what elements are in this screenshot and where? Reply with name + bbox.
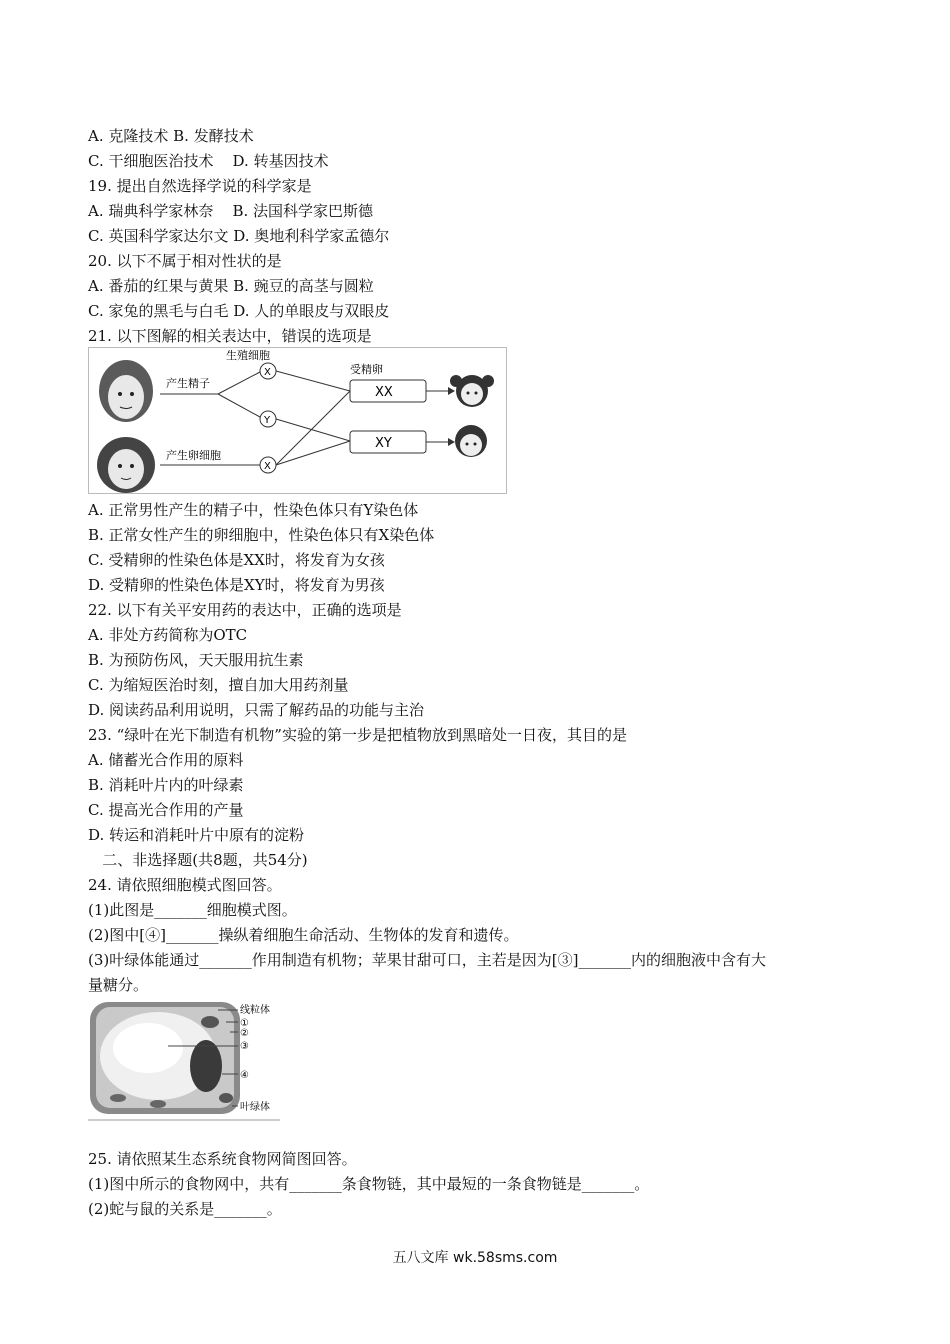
q20-option-ab: A. 番茄的红果与黄果 B. 豌豆的高茎与圆粒 — [88, 277, 374, 295]
q22-option-c: C. 为缩短医治时刻，擅自加大用药剂量 — [88, 676, 349, 694]
q22-question: 22. 以下有关平安用药的表达中，正确的选项是 — [88, 601, 402, 619]
q19-option-cd: C. 英国科学家达尔文 D. 奥地利科学家孟德尔 — [88, 227, 390, 245]
q23-option-a: A. 储蓄光合作用的原料 — [88, 751, 244, 769]
q25-question: 25. 请依照某生态系统食物网简图回答。 — [88, 1150, 357, 1168]
sex-determination-diagram — [88, 347, 508, 495]
q19-option-ab: A. 瑞典科学家林奈 B. 法国科学家巴斯德 — [88, 202, 374, 220]
q25-part1: (1)图中所示的食物网中，共有_______条食物链，其中最短的一条食物链是_______。 — [88, 1175, 650, 1193]
q18-option-cd: C. 干细胞医治技术 D. 转基因技术 — [88, 152, 329, 170]
female-face-icon — [97, 437, 155, 493]
q24-part3: (3)叶绿体能通过_______作用制造有机物；苹果甘甜可口，主若是因为[③]_______内的细胞液中含有大 — [88, 951, 766, 969]
q20-option-cd: C. 家兔的黑毛与白毛 D. 人的单眼皮与双眼皮 — [88, 302, 390, 320]
q24-part3-cont: 量糖分。 — [88, 976, 149, 994]
q24-part2: (2)图中[④]_______操纵着细胞生命活动、生物体的发育和遗传。 — [88, 926, 519, 944]
section-two-heading: 二、非选择题(共8题，共54分) — [88, 851, 308, 869]
q22-option-a: A. 非处方药简称为OTC — [88, 626, 248, 644]
label-4: ④ — [240, 1070, 249, 1081]
plant-cell-diagram — [88, 998, 288, 1122]
germ-cell-label: 生殖细胞 — [226, 349, 270, 362]
egg-x-label: X — [264, 461, 271, 472]
boy-face-icon — [455, 425, 487, 457]
mitochondria-label: 线粒体 — [240, 1005, 270, 1016]
q21-question: 21. 以下图解的相关表达中，错误的选项是 — [88, 327, 372, 345]
q22-option-b: B. 为预防伤风，天天服用抗生素 — [88, 651, 304, 669]
male-face-icon — [99, 360, 153, 422]
q23-question: 23. “绿叶在光下制造有机物”实验的第一步是把植物放到黑暗处一日夜，其目的是 — [88, 726, 627, 744]
label-2: ② — [240, 1028, 249, 1039]
q23-option-d: D. 转运和消耗叶片中原有的淀粉 — [88, 826, 305, 844]
egg-label: 产生卵细胞 — [166, 449, 221, 462]
q21-option-c: C. 受精卵的性染色体是XX时，将发育为女孩 — [88, 551, 385, 569]
q18-option-ab: A. 克隆技术 B. 发酵技术 — [88, 127, 254, 145]
sperm-label: 产生精子 — [166, 377, 210, 390]
q22-option-d: D. 阅读药品利用说明，只需了解药品的功能与主治 — [88, 701, 425, 719]
q24-question: 24. 请依照细胞模式图回答。 — [88, 876, 282, 894]
q23-option-c: C. 提高光合作用的产量 — [88, 801, 244, 819]
q24-part1: (1)此图是_______细胞模式图。 — [88, 901, 297, 919]
label-3: ③ — [240, 1041, 249, 1052]
q23-option-b: B. 消耗叶片内的叶绿素 — [88, 776, 244, 794]
page-footer: 五八文库 wk.58sms.com — [392, 1250, 558, 1266]
q21-option-b: B. 正常女性产生的卵细胞中，性染色体只有X染色体 — [88, 526, 435, 544]
q25-part2: (2)蛇与鼠的关系是_______。 — [88, 1200, 282, 1218]
q21-option-d: D. 受精卵的性染色体是XY时，将发育为男孩 — [88, 576, 385, 594]
q19-question: 19. 提出自然选择学说的科学家是 — [88, 177, 312, 195]
q21-option-a: A. 正常男性产生的精子中，性染色体只有Y染色体 — [88, 501, 419, 519]
zygote-label: 受精卵 — [350, 363, 383, 376]
sperm-y-label: Y — [264, 415, 271, 426]
zygote-xx-label: XX — [375, 385, 393, 400]
sperm-x-label: X — [264, 367, 271, 378]
q20-question: 20. 以下不属于相对性状的是 — [88, 252, 282, 270]
zygote-xy-label: XY — [375, 436, 392, 451]
chloroplast-label: 叶绿体 — [240, 1102, 270, 1113]
label-1: ① — [240, 1018, 249, 1029]
